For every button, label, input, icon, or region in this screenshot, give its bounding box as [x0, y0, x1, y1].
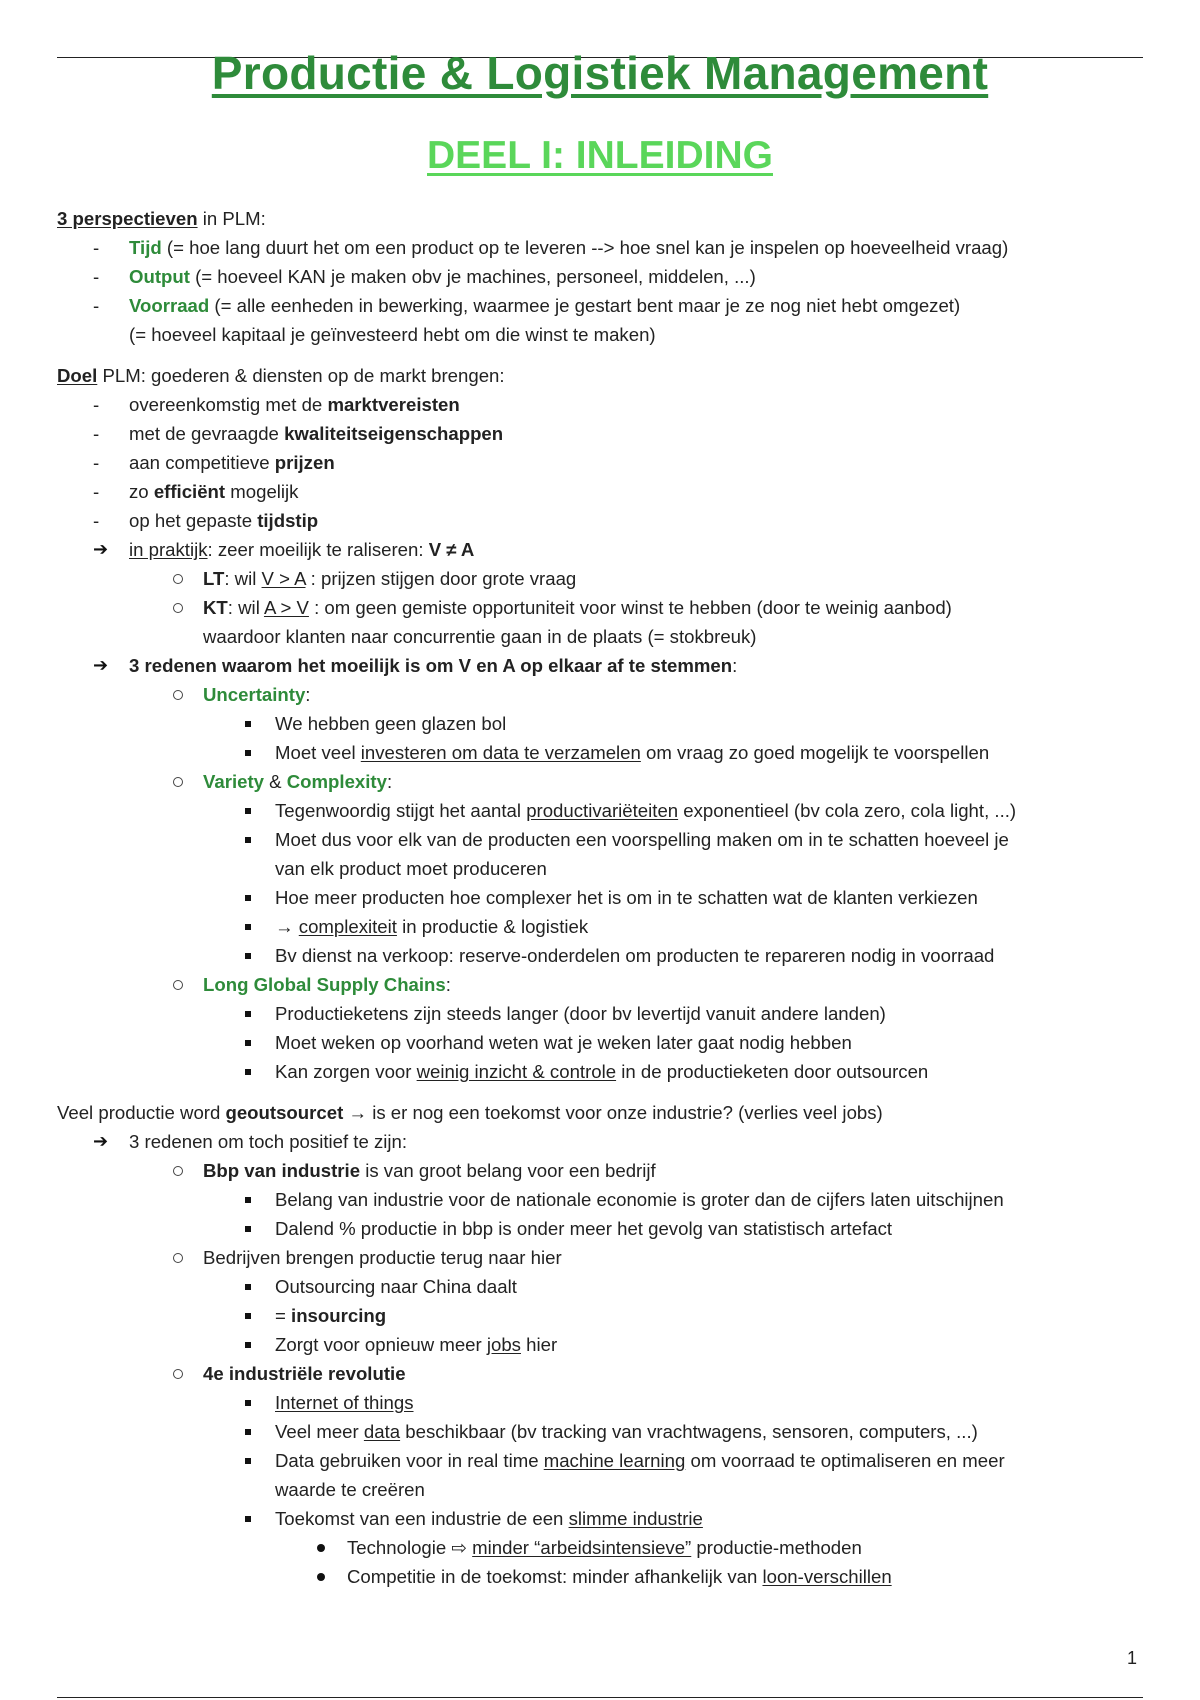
square-bullet-icon [245, 808, 251, 814]
square-bullet-icon [245, 1069, 251, 1075]
outsourcing-paragraph: Veel productie word geoutsourcet → is er nog een toekomst voor onze industrie? (verlies veel jobs) [57, 1102, 883, 1123]
square-bullet-icon [245, 1226, 251, 1232]
list-item: 4e industriële revolutie [57, 1359, 1147, 1388]
list-item: LT: wil V > A : prijzen stijgen door grote vraag [57, 564, 1147, 593]
square-bullet-icon [245, 1458, 251, 1464]
square-bullet-icon [245, 1516, 251, 1522]
circle-bullet-icon [173, 1253, 183, 1263]
list-item: Long Global Supply Chains: [57, 970, 1147, 999]
square-bullet-icon [245, 1197, 251, 1203]
list-item: KT: wil A > V : om geen gemiste opportuniteit voor winst te hebben (door te weinig aanbod) [57, 593, 1147, 622]
circle-bullet-icon [173, 1369, 183, 1379]
list-item-continuation: waardoor klanten naar concurrentie gaan in de plaats (= stokbreuk) [203, 626, 757, 647]
list-item: - Tijd (= hoe lang duurt het om een product op te leveren --> hoe snel kan je inspelen op hoeveelheid vraag) [93, 237, 1009, 258]
list-item: Toekomst van een industrie de een slimme industrie [57, 1504, 1147, 1533]
arrow-item: ➔ in praktijk: zeer moeilijk te raliseren: V ≠ A [57, 535, 1147, 564]
circle-bullet-icon [173, 574, 183, 584]
square-bullet-icon [245, 1429, 251, 1435]
list-item: Tegenwoordig stijgt het aantal productivariëteiten exponentieel (bv cola zero, cola light, ...) [57, 796, 1147, 825]
list-item: Productieketens zijn steeds langer (door bv levertijd vanuit andere landen) [57, 999, 1147, 1028]
list-item: - aan competitieve prijzen [93, 452, 335, 473]
page-number: 1 [1127, 1648, 1138, 1668]
list-item: Outsourcing naar China daalt [57, 1272, 1147, 1301]
circle-bullet-icon [173, 603, 183, 613]
square-bullet-icon [245, 721, 251, 727]
square-bullet-icon [245, 953, 251, 959]
list-item: - Output (= hoeveel KAN je maken obv je machines, personeel, middelen, ...) [93, 266, 756, 287]
arrow-item: ➔ 3 redenen om toch positief te zijn: [57, 1127, 1147, 1156]
arrow-item: ➔ 3 redenen waarom het moeilijk is om V en A op elkaar af te stemmen: [57, 651, 1147, 680]
list-item: Dalend % productie in bbp is onder meer het gevolg van statistisch artefact [57, 1214, 1147, 1243]
square-bullet-icon [245, 1342, 251, 1348]
square-bullet-icon [245, 1011, 251, 1017]
circle-bullet-icon [173, 980, 183, 990]
list-item: - Voorraad (= alle eenheden in bewerking, waarmee je gestart bent maar je ze nog niet hebt omgezet) [93, 295, 961, 316]
list-item: Uncertainty: [57, 680, 1147, 709]
square-bullet-icon [245, 924, 251, 930]
list-item-continuation: van elk product moet produceren [275, 858, 547, 879]
dot-bullet-icon [317, 1544, 325, 1552]
list-item: We hebben geen glazen bol [57, 709, 1147, 738]
list-item-continuation: (= hoeveel kapitaal je geïnvesteerd hebt om die winst te maken) [129, 324, 656, 345]
list-item: Veel meer data beschikbaar (bv tracking van vrachtwagens, sensoren, computers, ...) [57, 1417, 1147, 1446]
list-item: Data gebruiken voor in real time machine learning om voorraad te optimaliseren en meer [57, 1446, 1147, 1475]
list-item: Zorgt voor opnieuw meer jobs hier [57, 1330, 1147, 1359]
circle-bullet-icon [173, 1166, 183, 1176]
square-bullet-icon [245, 750, 251, 756]
circle-bullet-icon [173, 690, 183, 700]
list-item: → complexiteit in productie & logistiek [57, 912, 1147, 941]
list-item: Variety & Complexity: [57, 767, 1147, 796]
list-item: Bv dienst na verkoop: reserve-onderdelen om producten te repareren nodig in voorraad [57, 941, 1147, 970]
square-bullet-icon [245, 1313, 251, 1319]
document-body [57, 204, 1147, 1591]
list-item: = insourcing [57, 1301, 1147, 1330]
circle-bullet-icon [173, 777, 183, 787]
perspectives-heading: 3 perspectieven in PLM: [57, 208, 266, 229]
square-bullet-icon [245, 895, 251, 901]
list-item: Belang van industrie voor de nationale economie is groter dan de cijfers laten uitschijnen [57, 1185, 1147, 1214]
arrow-icon: ➔ [93, 1131, 109, 1151]
square-bullet-icon [245, 1284, 251, 1290]
bottom-rule [57, 1697, 1143, 1698]
list-item: Moet dus voor elk van de producten een voorspelling maken om in te schatten hoeveel je [57, 825, 1147, 854]
square-bullet-icon [245, 837, 251, 843]
list-item: - overeenkomstig met de marktvereisten [93, 394, 460, 415]
list-item: Bbp van industrie is van groot belang voor een bedrijf [57, 1156, 1147, 1185]
dot-bullet-icon [317, 1573, 325, 1581]
goal-heading: Doel PLM: goederen & diensten op de markt brengen: [57, 365, 505, 386]
arrow-icon: ➔ [93, 539, 109, 559]
list-item: - op het gepaste tijdstip [93, 510, 319, 531]
list-item: Competitie in de toekomst: minder afhankelijk van loon-verschillen [57, 1562, 1147, 1591]
arrow-icon: ➔ [93, 655, 109, 675]
document-title: Productie & Logistiek Management [211, 47, 989, 99]
list-item: Hoe meer producten hoe complexer het is om in te schatten wat de klanten verkiezen [57, 883, 1147, 912]
square-bullet-icon [245, 1400, 251, 1406]
list-item: Bedrijven brengen productie terug naar hier [57, 1243, 1147, 1272]
list-item-continuation: waarde te creëren [275, 1479, 425, 1500]
section-title: DEEL I: INLEIDING [427, 134, 773, 177]
list-item: - met de gevraagde kwaliteitseigenschappen [93, 423, 504, 444]
list-item: Moet veel investeren om data te verzamelen om vraag zo goed mogelijk te voorspellen [57, 738, 1147, 767]
list-item: Kan zorgen voor weinig inzicht & controle in de productieketen door outsourcen [57, 1057, 1147, 1086]
list-item: - zo efficiënt mogelijk [93, 481, 299, 502]
list-item: Moet weken op voorhand weten wat je weken later gaat nodig hebben [57, 1028, 1147, 1057]
list-item: Internet of things [57, 1388, 1147, 1417]
list-item: Technologie ⇨ minder “arbeidsintensieve” productie-methoden [57, 1533, 1147, 1562]
square-bullet-icon [245, 1040, 251, 1046]
